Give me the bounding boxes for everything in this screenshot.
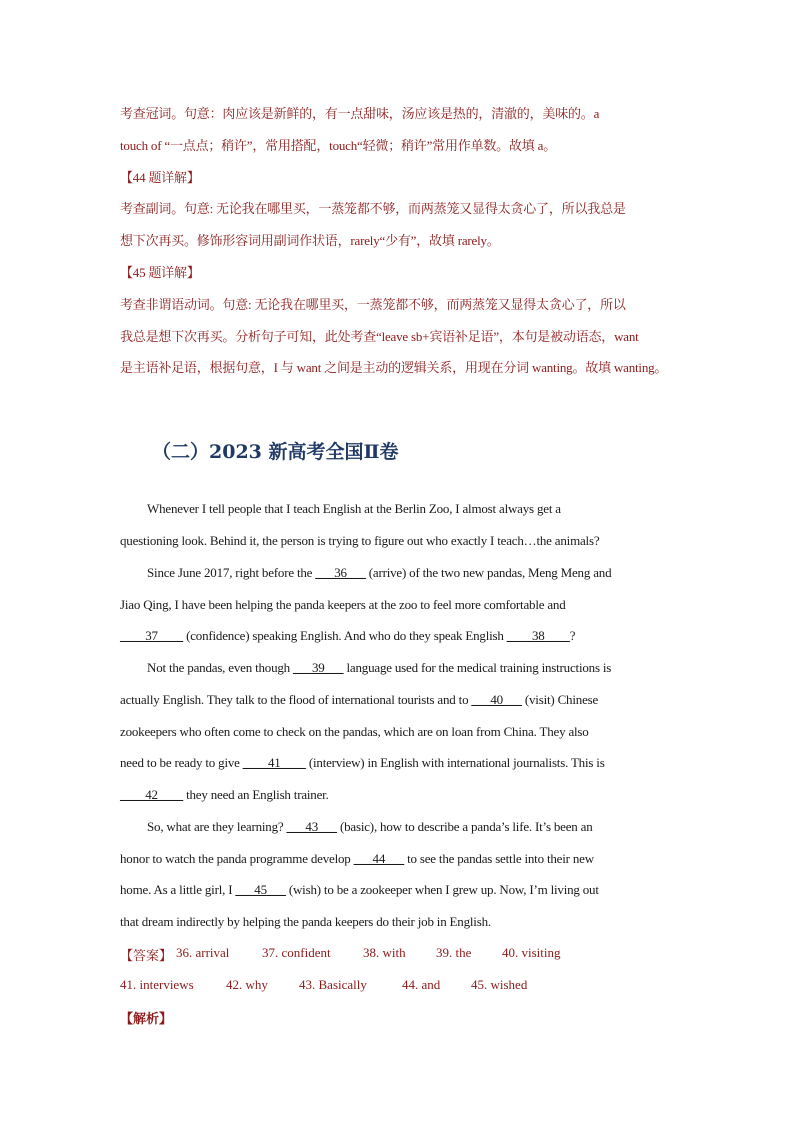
blank-41: ____41____ [242, 755, 306, 770]
passage-line: So, what are they learning? ___43___ (basic), how to describe a panda’s life. It’s been an [147, 819, 593, 834]
answer-item: 44. and [402, 977, 441, 992]
passage-line: Since June 2017, right before the ___36___ (arrive) of the two new pandas, Meng Meng and [147, 565, 612, 580]
blank-39: ___39___ [293, 660, 344, 675]
answer-item: 39. the [436, 945, 472, 960]
passage-line: zookeepers who often come to check on the pandas, which are on loan from China. They also [120, 724, 589, 739]
answer-item: 42. why [226, 977, 268, 992]
answer-item: 41. interviews [120, 977, 194, 992]
passage-line: Jiao Qing, I have been helping the panda keepers at the zoo to feel more comfortable and [120, 597, 566, 612]
analysis-line: 考查冠词。句意：肉应该是新鲜的，有一点甜味，汤应该是热的，清澈的，美味的。a [120, 106, 600, 121]
section-heading-44: 【44 题详解】 [120, 170, 200, 185]
jiexi-label: 【解析】 [120, 1011, 173, 1026]
analysis-line: 我总是想下次再买。分析句子可知，此处考查“leave sb+宾语补足语”，本句是被动语态，want [120, 329, 639, 344]
answer-item: 36. arrival [176, 945, 230, 960]
passage-line: that dream indirectly by helping the panda keepers do their job in English. [120, 914, 491, 929]
answer-label: 【答案】 [120, 948, 173, 963]
passage-line: Not the pandas, even though ___39___ language used for the medical training instructions is [147, 660, 612, 675]
passage-line: questioning look. Behind it, the person is trying to figure out who exactly I teach…the animals? [120, 533, 600, 548]
blank-36: ___36___ [315, 565, 366, 580]
section-title: （二）2023 新高考全国Ⅱ卷 [152, 441, 399, 463]
analysis-line: 考查非谓语动词。句意: 无论我在哪里买，一蒸笼都不够，而两蒸笼又显得太贪心了，所以 [120, 297, 626, 312]
analysis-line: 是主语补足语，根据句意，I 与 want 之间是主动的逻辑关系，用现在分词 wanting。故填 wanting。 [120, 360, 668, 375]
passage-line: actually English. They talk to the flood of international tourists and to ___40___ (visit) Chinese [120, 692, 599, 707]
answer-item: 43. Basically [299, 977, 367, 992]
blank-40: ___40___ [471, 692, 522, 707]
answer-item: 40. visiting [502, 945, 561, 960]
blank-45: ___45___ [235, 882, 286, 897]
answer-item: 37. confident [262, 945, 331, 960]
answer-item: 38. with [363, 945, 406, 960]
passage-line: honor to watch the panda programme develop ___44___ to see the pandas settle into their new [120, 851, 594, 866]
passage-line: home. As a little girl, I ___45___ (wish) to be a zookeeper when I grew up. Now, I’m living out [120, 882, 599, 897]
passage-line: Whenever I tell people that I teach English at the Berlin Zoo, I almost always get a [147, 501, 561, 516]
blank-44: ___44___ [353, 851, 405, 866]
blank-38: ____38____ [506, 628, 570, 643]
answer-item: 45. wished [471, 977, 528, 992]
passage-line: ____37____ (confidence) speaking English. And who do they speak English ____38____? [120, 628, 576, 643]
blank-37: ____37____ [120, 628, 184, 643]
analysis-line: 想下次再买。修饰形容词用副词作状语，rarely“少有”，故填 rarely。 [120, 233, 500, 248]
section-heading-45: 【45 题详解】 [120, 265, 200, 280]
blank-43: ___43___ [286, 819, 337, 834]
analysis-line: 考查副词。句意: 无论我在哪里买，一蒸笼都不够，而两蒸笼又显得太贪心了，所以我总是 [120, 201, 626, 216]
analysis-line: touch of “一点点；稍许”，常用搭配，touch“轻微；稍许”常用作单数。故填 a。 [120, 138, 556, 153]
blank-42: ____42____ [120, 787, 184, 802]
passage-line: ____42____ they need an English trainer. [120, 787, 329, 802]
passage-line: need to be ready to give ____41____ (interview) in English with international journalists. This is [120, 755, 605, 770]
